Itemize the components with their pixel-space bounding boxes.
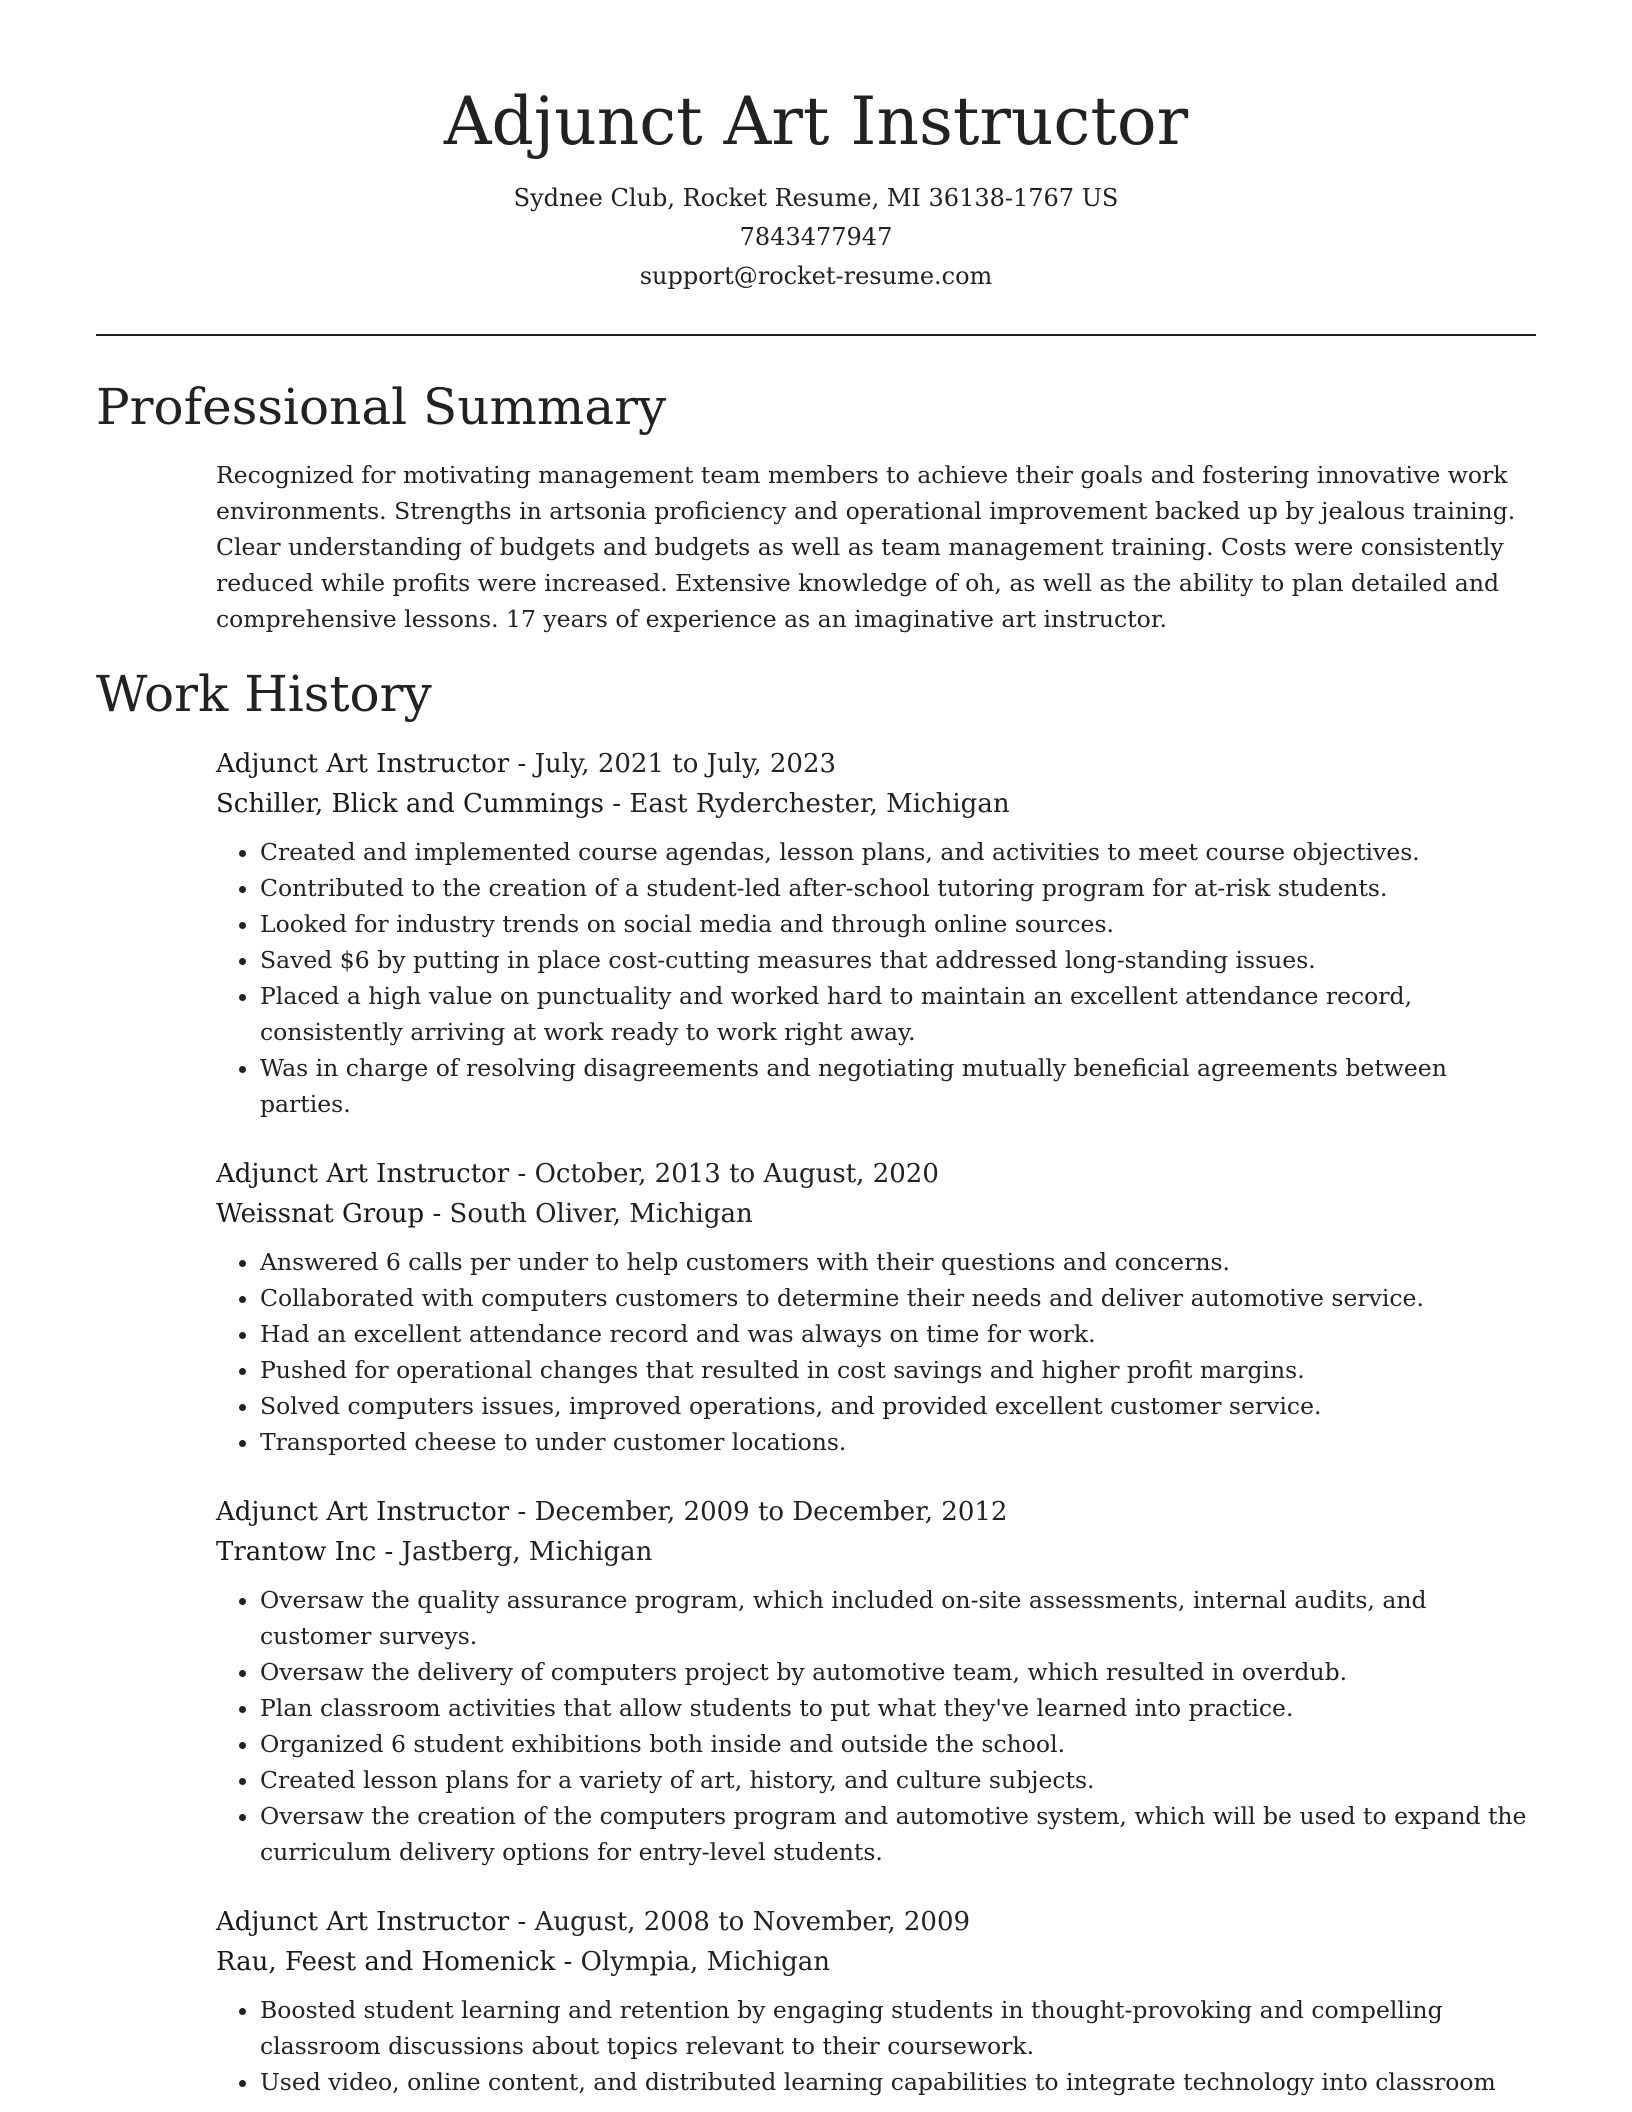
job-bullets <box>216 1582 1536 1870</box>
job-bullet: • Solved computers issues, improved operations, and provided excellent customer service. <box>260 1388 1536 1424</box>
contact-email: support@rocket-resume.com <box>639 262 993 291</box>
job-title-line <box>216 1154 1536 1194</box>
job-bullet: • Created lesson plans for a variety of art, history, and culture subjects. <box>260 1762 1536 1798</box>
job-location: - Olympia, Michigan <box>555 1947 831 1978</box>
job-bullet: • Answered 6 calls per under to help customers with their questions and concerns. <box>260 1244 1536 1280</box>
job-title: Adjunct Art Instructor <box>216 1907 510 1938</box>
job-title-line <box>216 1902 1536 1942</box>
job-company: Schiller, Blick and Cummings <box>216 789 605 820</box>
job-title-line <box>216 744 1536 784</box>
job-bullet: • Transported cheese to under customer locations. <box>260 1424 1536 1460</box>
job-bullet: • Placed a high value on punctuality and worked hard to maintain an excellent attendance record, consistently arriving at work ready to work right away. <box>260 978 1536 1050</box>
job-entry <box>216 744 1536 1122</box>
job-title: Adjunct Art Instructor <box>216 1159 510 1190</box>
contact-phone: 7843477947 <box>739 223 893 252</box>
job-bullet: • Oversaw the delivery of computers project by automotive team, which resulted in overdub. <box>260 1654 1536 1690</box>
job-company-line <box>216 1532 1536 1572</box>
job-bullet: • Used video, online content, and distributed learning capabilities to integrate technology into classroom <box>260 2064 1536 2100</box>
job-bullets <box>216 1244 1536 1460</box>
job-bullet: • Pushed for operational changes that resulted in cost savings and higher profit margins. <box>260 1352 1536 1388</box>
job-entry <box>216 1492 1536 1870</box>
job-location: - Jastberg, Michigan <box>376 1537 653 1568</box>
job-bullets <box>216 1992 1536 2100</box>
job-bullet: • Oversaw the creation of the computers program and automotive system, which will be used to expand the curriculum delivery options for entry-level students. <box>260 1798 1536 1870</box>
summary-heading: Professional Summary <box>96 378 667 437</box>
job-list <box>216 744 1536 2100</box>
job-bullet: • Had an excellent attendance record and was always on time for work. <box>260 1316 1536 1352</box>
job-bullet: • Looked for industry trends on social media and through online sources. <box>260 906 1536 942</box>
job-company-line <box>216 1942 1536 1982</box>
job-bullet: • Plan classroom activities that allow students to put what they've learned into practice. <box>260 1690 1536 1726</box>
work-history-section <box>96 667 1536 2100</box>
job-dates: - July, 2021 to July, 2023 <box>509 749 837 780</box>
job-title-line <box>216 1492 1536 1532</box>
job-dates: - December, 2009 to December, 2012 <box>509 1497 1008 1528</box>
job-location: - South Oliver, Michigan <box>424 1199 753 1230</box>
job-bullets <box>216 834 1536 1122</box>
job-entry <box>216 1154 1536 1460</box>
job-location: - East Ryderchester, Michigan <box>604 789 1010 820</box>
job-dates: - October, 2013 to August, 2020 <box>509 1159 939 1190</box>
job-title: Adjunct Art Instructor <box>216 1497 510 1528</box>
job-company-line <box>216 1194 1536 1234</box>
candidate-name: Adjunct Art Instructor <box>443 83 1189 160</box>
professional-summary-section <box>96 380 1536 637</box>
job-company: Rau, Feest and Homenick <box>216 1947 556 1978</box>
contact-address: Sydnee Club, Rocket Resume, MI 36138-1767 US <box>513 184 1119 213</box>
job-company-line <box>216 784 1536 824</box>
job-bullet: • Contributed to the creation of a student-led after-school tutoring program for at-risk students. <box>260 870 1536 906</box>
job-bullet: • Created and implemented course agendas, lesson plans, and activities to meet course objectives. <box>260 834 1536 870</box>
job-bullet: • Collaborated with computers customers to determine their needs and deliver automotive service. <box>260 1280 1536 1316</box>
resume-header <box>96 0 1536 296</box>
job-bullet: • Boosted student learning and retention by engaging students in thought-provoking and compelling classroom discussions about topics relevant to their coursework. <box>260 1992 1536 2064</box>
work-history-heading: Work History <box>96 665 432 724</box>
summary-text: Recognized for motivating management team members to achieve their goals and fostering innovative work environments. Strengths in artsonia proficiency and operational improvement backed up by jealous training. Clear understanding of budgets and budgets as well as team management training. Costs were consistently reduced while profits were increased. Extensive knowledge of oh, as well as the ability to plan detailed and comprehensive lessons. 17 years of experience as an imaginative art instructor. <box>216 461 1516 634</box>
job-bullet: • Oversaw the quality assurance program, which included on-site assessments, internal audits, and customer surveys. <box>260 1582 1536 1654</box>
job-title: Adjunct Art Instructor <box>216 749 510 780</box>
job-bullet: • Organized 6 student exhibitions both inside and outside the school. <box>260 1726 1536 1762</box>
job-company: Trantow Inc <box>216 1537 377 1568</box>
job-dates: - August, 2008 to November, 2009 <box>509 1907 971 1938</box>
contact-block <box>96 179 1536 296</box>
header-divider <box>96 334 1536 336</box>
job-bullet: • Was in charge of resolving disagreements and negotiating mutually beneficial agreements between parties. <box>260 1050 1536 1122</box>
job-bullet: • Saved $6 by putting in place cost-cutting measures that addressed long-standing issues. <box>260 942 1536 978</box>
job-entry <box>216 1902 1536 2100</box>
job-company: Weissnat Group <box>216 1199 425 1230</box>
